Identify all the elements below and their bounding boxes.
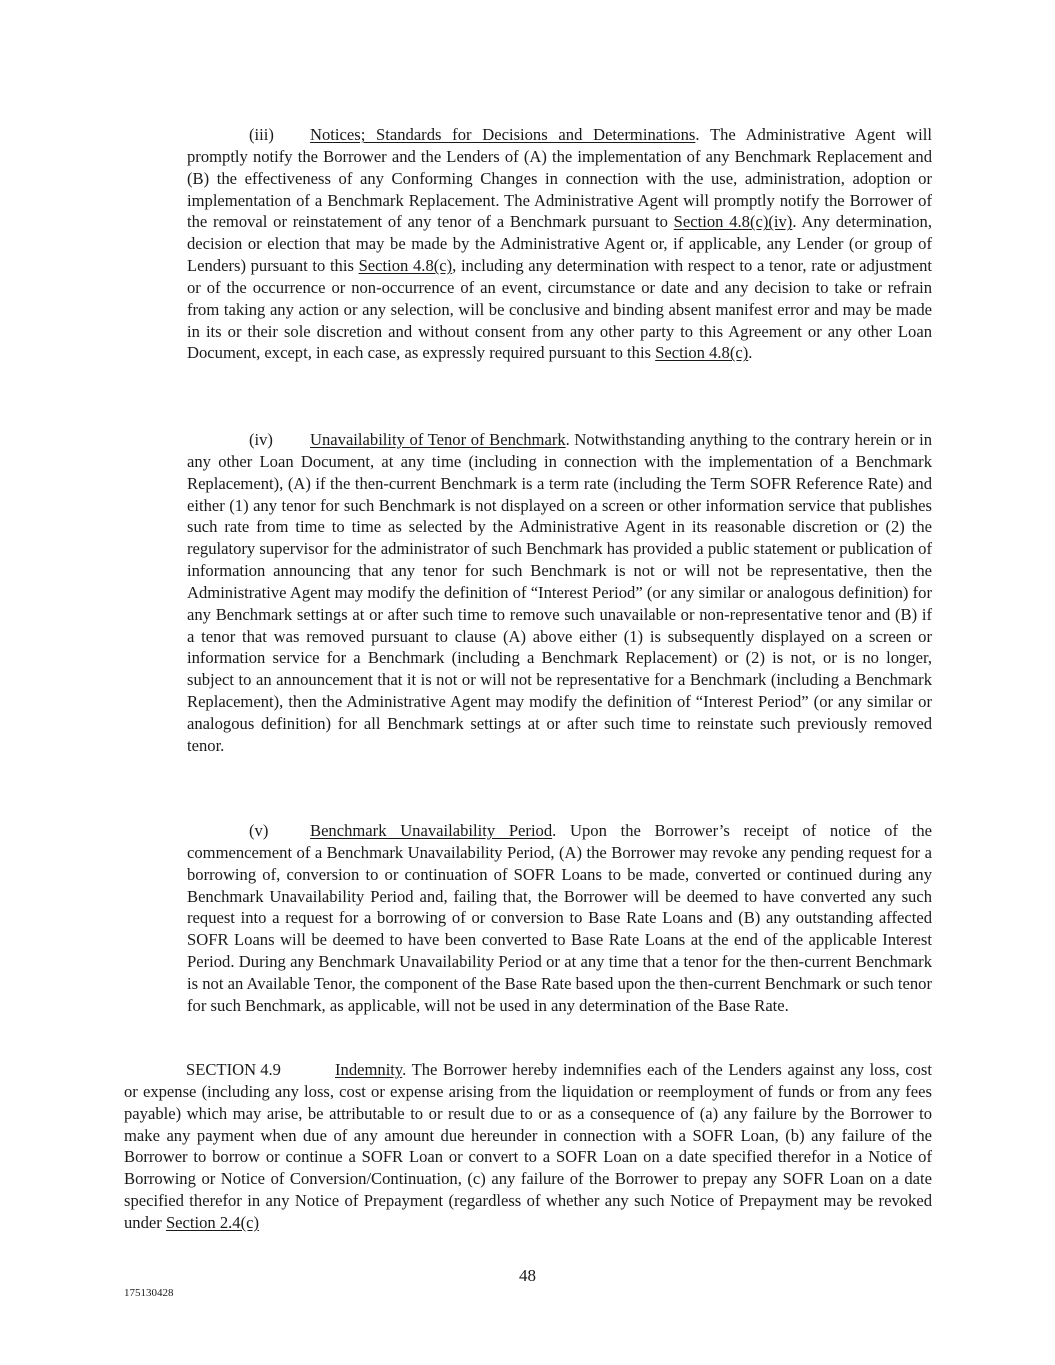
section-reference: Section 4.8(c) [358,256,453,276]
page-number: 48 [519,1266,536,1285]
paragraph-iv [187,429,932,757]
section-4-9 [124,1059,932,1234]
clause-text: , including any determination with respect to a tenor, rate or adjustment or of the occurrence or non-occurrence of an event, circumstance or date and any decision to take or refrain from taking any action or any selection, will be conclusive and binding absent manifest error and may be made in its or their sole discretion and without consent from any other party to this Agreement or any other Loan Document, except, in each case, as expressly required pursuant to this [187,256,933,363]
clause-number: (v) [249,821,269,840]
clause-text: . [748,343,753,363]
paragraph-iii [187,124,932,364]
clause-text: . Notwithstanding anything to the contrary herein or in any other Loan Document, at any time (including in connection with the implementation of a Benchmark Replacement), (A) if the then-current Benchmark is a term rate (including the Term SOFR Reference Rate) and either (1) any tenor for such Benchmark is not displayed on a screen or other information service that publishes such rate from time to time as selected by the Administrative Agent in its reasonable discretion or (2) the regulatory supervisor for the administrator of such Benchmark has provided a public statement or publication of information announcing that any tenor for such Benchmark is not or will not be representative, then the Administrative Agent may modify the definition of “Interest Period” (or any similar or analogous definition) for any Benchmark settings at or after such time to remove such unavailable or non-representative tenor and (B) if a tenor that was removed pursuant to clause (A) above either (1) is subsequently displayed on a screen or information service for a Benchmark (including a Benchmark Replacement) or (2) is not, or is no longer, subject to an announcement that it is not or will not be representative for a Benchmark (including a Benchmark Replacement), then the Administrative Agent may modify the definition of “Interest Period” (or any similar or analogous definition) for all Benchmark settings at or after such time to reinstate such previously removed tenor. [187,430,932,755]
clause-number: (iv) [249,430,273,449]
section-heading: Indemnity [335,1060,403,1079]
clause-text: . The Administrative Agent will promptly notify the Borrower and the Lenders of (A) the implementation of any Benchmark Replacement and (B) the effectiveness of any Conforming Changes in connection with the use, administration, adoption or implementation of a Benchmark Replacement. The Administrative Agent will promptly notify the Borrower of the removal or reinstatement of any tenor of a Benchmark pursuant to [187,125,932,232]
section-reference: Section 4.8(c)(iv) [673,212,793,232]
clause-number: (iii) [249,125,274,144]
section-number: SECTION 4.9 [186,1060,281,1079]
clause-heading: Notices; Standards for Decisions and Determinations [310,125,696,144]
section-text: . The Borrower hereby indemnifies each of the Lenders against any loss, cost or expense (including any loss, cost or expense arising from the liquidation or reemployment of funds or from any fees payable) which may arise, be attributable to or result due to or as a consequence of (a) any failure by the Borrower to make any payment when due of any amount due hereunder in connection with a SOFR Loan, (b) any failure of the Borrower to borrow or continue a SOFR Loan or convert to a SOFR Loan on a date specified therefor in a Notice of Borrowing or Notice of Conversion/Continuation, (c) any failure of the Borrower to prepay any SOFR Loan on a date specified therefor in any Notice of Prepayment (regardless of whether any such Notice of Prepayment may be revoked under [124,1060,932,1232]
document-id: 175130428 [124,1287,174,1299]
section-reference: Section 4.8(c) [655,343,749,363]
section-reference: Section 2.4(c) [165,1212,260,1232]
clause-heading: Unavailability of Tenor of Benchmark [310,430,566,449]
clause-heading: Benchmark Unavailability Period [310,821,553,840]
paragraph-v [187,820,932,1017]
clause-text: . Upon the Borrower’s receipt of notice of the commencement of a Benchmark Unavailability Period, (A) the Borrower may revoke any pending request for a borrowing of, conversion to or continuation of SOFR Loans to be made, converted or continued during any Benchmark Unavailability Period and, failing that, the Borrower will be deemed to have converted any such request into a request for a borrowing of or conversion to Base Rate Loans and (B) any outstanding affected SOFR Loans will be deemed to have been converted to Base Rate Loans at the end of the applicable Interest Period. During any Benchmark Unavailability Period or at any time that a tenor for the then-current Benchmark is not an Available Tenor, the component of the Base Rate based upon the then-current Benchmark or such tenor for such Benchmark, as applicable, will not be used in any determination of the Base Rate. [187,821,932,1015]
clause-text: . Any determination, decision or election that may be made by the Administrative Agent or, if applicable, any Lender (or group of Lenders) pursuant to this [187,212,932,276]
